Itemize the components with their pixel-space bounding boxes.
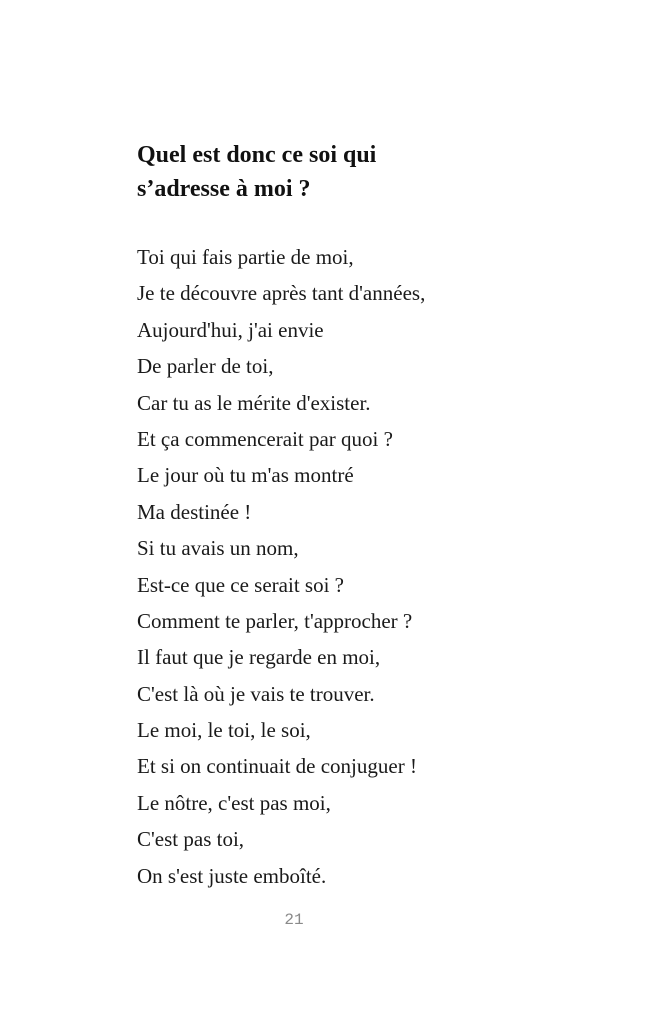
poem-line: C'est là où je vais te trouver. bbox=[137, 681, 375, 706]
poem-line: Car tu as le mérite d'exister. bbox=[137, 390, 371, 415]
poem-line: Aujourd'hui, j'ai envie bbox=[137, 317, 324, 342]
poem-line: C'est pas toi, bbox=[137, 827, 245, 852]
poem-line: On s'est juste emboîté. bbox=[137, 863, 327, 888]
poem-line: Si tu avais un nom, bbox=[137, 536, 299, 561]
poem-line: De parler de toi, bbox=[137, 354, 274, 379]
poem-line: Je te découvre après tant d'années, bbox=[137, 281, 426, 306]
poem-line: Comment te parler, t'approcher ? bbox=[137, 608, 413, 633]
poem-title-line: Quel est donc ce soi qui bbox=[137, 142, 377, 168]
poem-line: Et ça commencerait par quoi ? bbox=[137, 426, 393, 451]
poem-line: Est-ce que ce serait soi ? bbox=[137, 572, 344, 597]
poem-line: Le moi, le toi, le soi, bbox=[137, 718, 311, 743]
poem-line: Et si on continuait de conjuguer ! bbox=[137, 754, 417, 779]
page-number: 21 bbox=[284, 911, 304, 929]
poem-line: Le jour où tu m'as montré bbox=[137, 463, 354, 488]
poem-title-line: s’adresse à moi ? bbox=[137, 176, 311, 202]
poem-body bbox=[137, 239, 577, 894]
poem-line: Le nôtre, c'est pas moi, bbox=[137, 790, 331, 815]
poem-line: Il faut que je regarde en moi, bbox=[137, 645, 381, 670]
poem-line: Ma destinée ! bbox=[137, 499, 252, 524]
poem-title bbox=[137, 138, 537, 206]
poem-line: Toi qui fais partie de moi, bbox=[137, 245, 354, 269]
